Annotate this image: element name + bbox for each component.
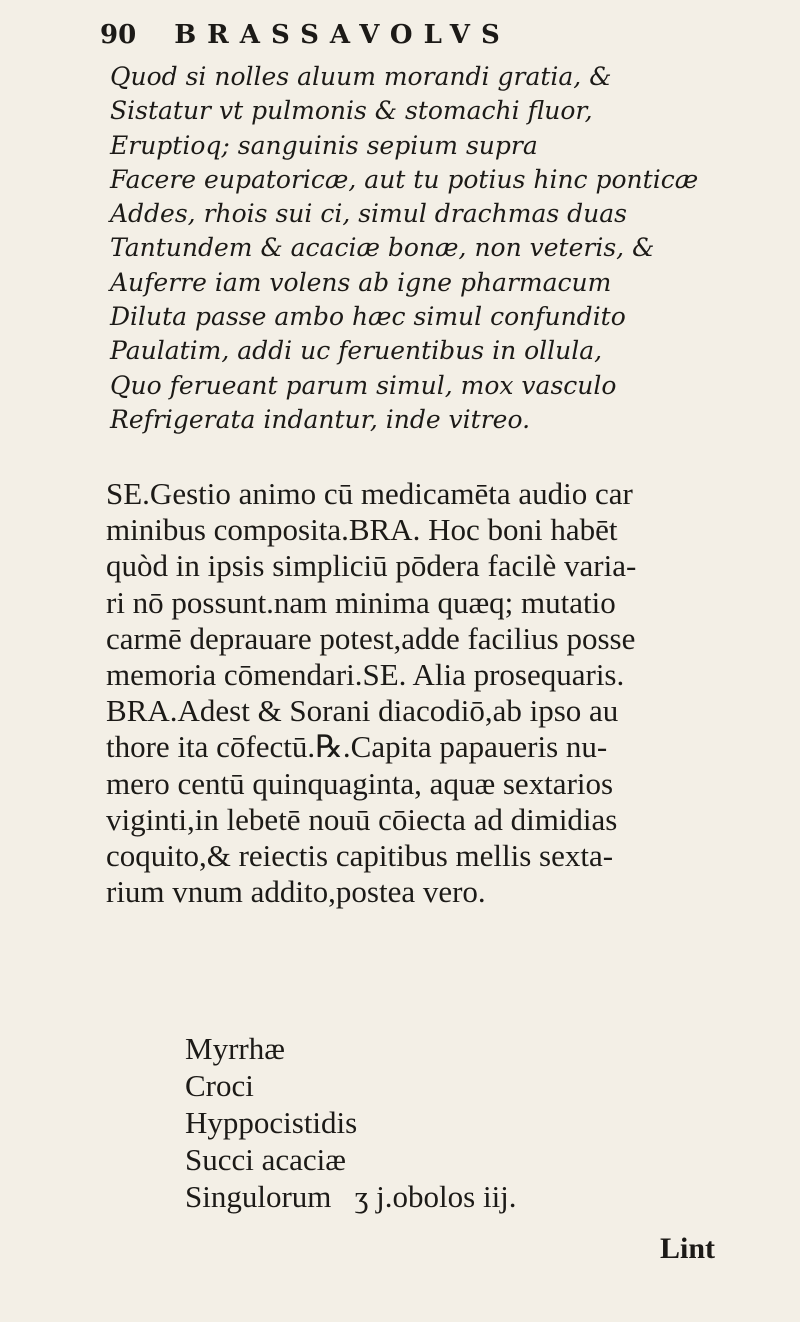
prose-line: quòd in ipsis simpliciū pōdera facilè varia-	[106, 548, 637, 584]
verse-line: Diluta passe ambo hæc simul confundito	[110, 302, 626, 332]
running-head	[100, 20, 640, 50]
catchword: Lint	[660, 1232, 716, 1265]
recipe-dosage: Singulorum ʒ j.obolos iij.	[185, 1179, 517, 1214]
prose-line: ri nō possunt.nam minima quæq; mutatio	[106, 584, 616, 620]
verse-line: Eruptioq; sanguinis sepium supra	[110, 130, 538, 160]
prose-line: mero centū quinquaginta, aquæ sextarios	[106, 765, 614, 801]
verse-block	[110, 60, 750, 437]
running-title: BRASSAVOLVS	[174, 20, 511, 50]
prose-line: thore ita cōfectū.℞.Capita papaueris nu-	[106, 729, 608, 765]
prose-line: SE.Gestio animo cū medicamēta audio car	[106, 476, 633, 511]
verse-line: Paulatim, addi uc feruentibus in ollula,	[110, 336, 603, 366]
recipe-ingredient: Myrrhæ	[185, 1031, 285, 1066]
recipe-list	[185, 1030, 745, 1215]
verse-line: Addes, rhois sui ci, simul drachmas duas	[110, 199, 627, 229]
prose-line: rium vnum addito,postea vero.	[106, 874, 486, 910]
recipe-ingredient: Croci	[185, 1068, 254, 1103]
prose-line: memoria cōmendari.SE. Alia prosequaris.	[106, 657, 625, 693]
prose-line: coquito,& reiectis capitibus mellis sexta-	[106, 838, 614, 874]
verse-line: Sistatur vt pulmonis & stomachi fluor,	[110, 96, 593, 126]
verse-line: Auferre iam volens ab igne pharmacum	[110, 267, 612, 297]
verse-line: Refrigerata indantur, inde vitreo.	[110, 404, 531, 434]
verse-line: Tantundem & acaciæ bonæ, non veteris, &	[110, 233, 655, 263]
verse-line: Quo ferueant parum simul, mox vasculo	[110, 370, 617, 400]
recipe-ingredient: Succi acaciæ	[185, 1142, 346, 1177]
prose-line: BRA.Adest & Sorani diacodiō,ab ipso au	[106, 693, 619, 729]
prose-line: minibus composita.BRA. Hoc boni habēt	[106, 512, 618, 548]
prose-line: carmē deprauare potest,adde facilius posse	[106, 620, 636, 656]
prose-line: viginti,in lebetē nouū cōiecta ad dimidias	[106, 801, 618, 837]
verse-line: Facere eupatoricæ, aut tu potius hinc ponticæ	[110, 164, 699, 194]
recipe-ingredient: Hyppocistidis	[185, 1105, 358, 1140]
page-number: 90	[100, 20, 137, 50]
prose-block	[106, 476, 766, 910]
verse-line: Quod si nolles aluum morandi gratia, &	[110, 62, 612, 91]
